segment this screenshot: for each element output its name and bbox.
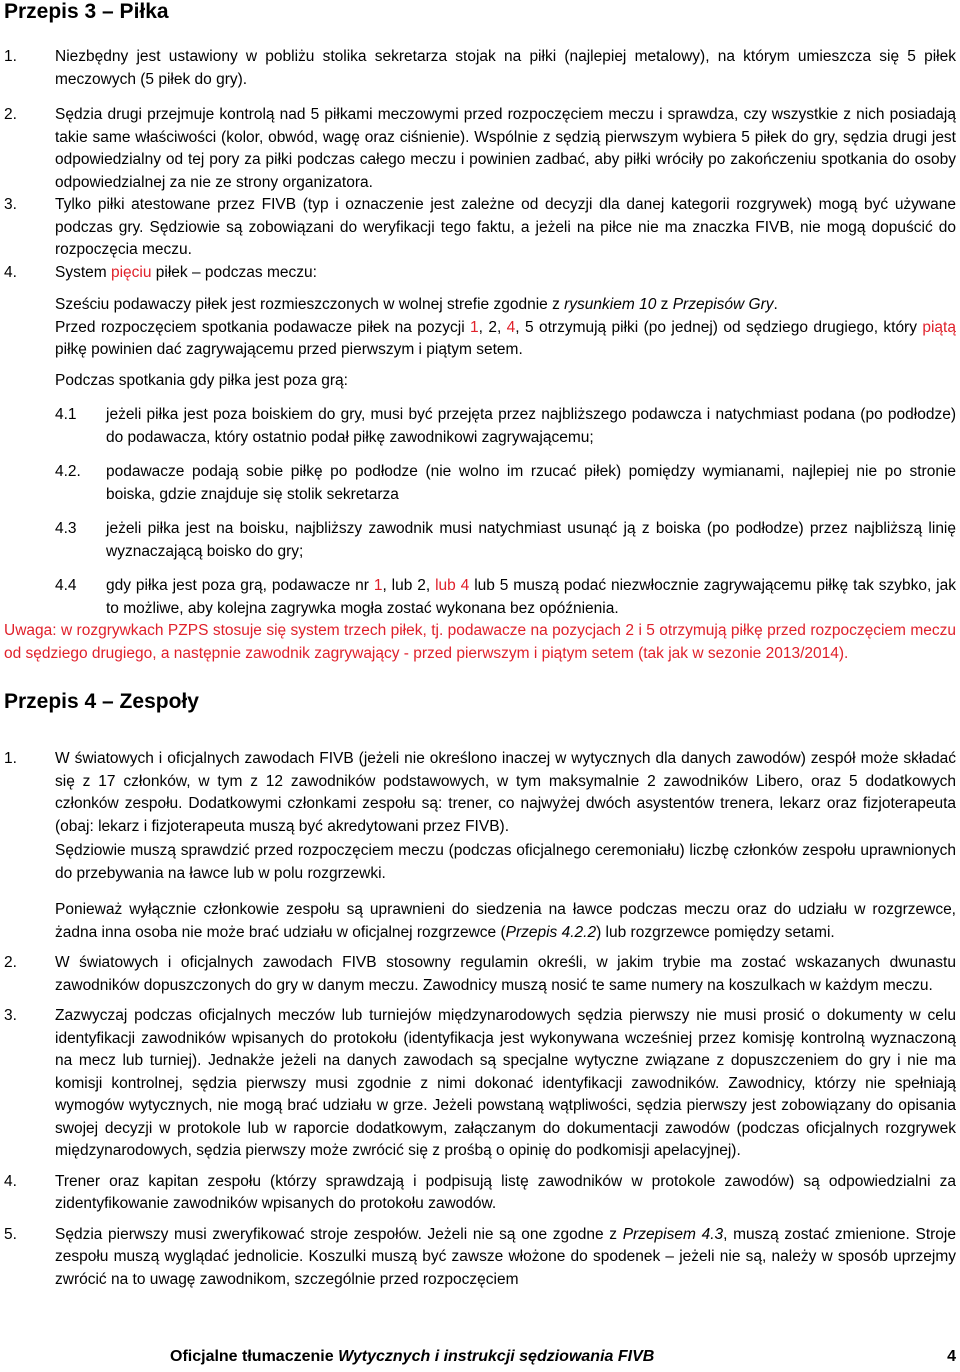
rule-3-item-3: 3. Tylko piłki atestowane przez FIVB (typ i oznaczenie jest zależne od decyzji dla danej kategorii rozgrywek) mogą być używane podczas gry. Sędziowie są zobowiązani do weryfikacji tego faktu, a jeżeli na piłce nie ma znaczka FIVB, nie mogą dopuścić do rozpoczęcia meczu. <box>4 196 956 258</box>
rule-3-paragraph: Sześciu podawaczy piłek jest rozmieszczonych w wolnej strefie zgodnie z rysunkiem 10 z Przepisów Gry. <box>55 296 778 313</box>
page-footer: Oficjalne tłumaczenie Wytycznych i instrukcji sędziowania FIVB 4 <box>170 1346 956 1368</box>
rule-3-subitem-4-2: 4.2. podawacze podają sobie piłkę po podłodze (nie wolno im rzucać piłek) pomiędzy wymianami, najlepiej nie po stronie boiska, gdzie znajduje się stolik sekretarza <box>55 463 956 503</box>
rule-4-paragraph: Sędziowie muszą sprawdzić przed rozpoczęciem meczu (podczas oficjalnego ceremoniału) liczbę członków zespołu uprawnionych do przebywania na ławce lub w polu rozgrzewki. <box>55 842 956 882</box>
rule-4-item-5: 5. Sędzia pierwszy musi zweryfikować stroje zespołów. Jeżeli nie są one zgodne z Przepisem 4.3, muszą zostać zmienione. Stroje zespołu muszą wyglądać jednolicie. Koszulki muszą być zawsze włożone do spodenek – jeżeli nie są, należy w sposób uprzejmy zwrócić na to uwagę zawodnikom, szczególnie przed rozpoczęciem <box>4 1225 956 1288</box>
section-rule-4 <box>4 690 956 1291</box>
rule-3-subitem-4-4: 4.4 gdy piłka jest poza grą, podawacze nr 1, lub 2, lub 4 lub 5 muszą podać niezwłocznie zagrywającemu piłkę tak szybko, jak to możliwe, aby kolejna zagrywka mogła zostać wykonana bez opóźnienia. <box>55 577 956 617</box>
rule-3-paragraph: Podczas spotkania gdy piłka jest poza grą: <box>55 371 348 389</box>
rule-3-paragraph: Przed rozpoczęciem spotkania podawacze piłek na pozycji 1, 2, 4, 5 otrzymują piłki (po jednej) od sędziego drugiego, który piątą piłkę powinien dać zagrywającemu przed pierwszym i piątym setem. <box>55 318 956 358</box>
rule-3-item-2: 2. Sędzia drugi przejmuje kontrolą nad 5 piłkami meczowymi przed rozpoczęciem meczu i sprawdza, czy wszystkie z nich posiadają takie same właściwości (kolor, obwód, wagę oraz ciśnienie). Wspólnie z sędzią pierwszym wybiera 5 piłek do gry, sędzia drugi jest odpowiedzialny od tej pory za piłki podczas całego meczu i powinien zadbać, aby piłki wróciły po zakończeniu spotkania do osoby odpowiedzialnej za nie ze strony organizatora. <box>4 106 956 191</box>
rule-3-subitem-4-3: 4.3 jeżeli piłka jest na boisku, najbliższy zawodnik musi natychmiast usunąć ją z boiska (po podłodze) przez najbliższą linię wyznaczającą boisko do gry; <box>55 520 956 560</box>
rule-4-item-2: 2. W światowych i oficjalnych zawodach FIVB stosowny regulamin określi, w jakim trybie ma zostać wskazanych dwunastu zawodników dopuszczonych do gry w danym meczu. Zawodnicy muszą nosić te same numery na koszulkach w każdym meczu. <box>4 954 956 994</box>
rule-4-item-3: 3. Zazwyczaj podczas oficjalnych meczów lub turniejów międzynarodowych sędzia pierwszy nie musi prosić o dokumenty w celu identyfikacji zawodników wpisanych do protokołu (identyfikacja jest wykonywana wcześniej przez komisję kontrolną wyznaczoną na mecz lub turniej). Jednakże jeżeli na danych zawodach są specjalne wytyczne związane z dopuszczeniem do gry i nie ma komisji kontrolnej, sędzia pierwszy musi zgodnie z nimi dokonać identyfikacji zawodników. Zawodnicy, którzy nie spełniają wymogów wytycznych, nie mogą brać udziału w grze. Jeżeli powstaną wątpliwości, sędzia pierwszy jest zobowiązany do opisania swojej decyzji w protokole lub w raporcie dodatkowym, załączanym do dokumentacji zawodów (podczas oficjalnych rozgrywek międzynarodowych, sędzia pierwszy może zwrócić się z prośbą o opinię do podkomisji apelacyjnej). <box>4 1007 956 1159</box>
section-rule-3 <box>4 0 956 665</box>
rule-3-item-4: 4. System pięciu piłek – podczas meczu: <box>4 263 317 281</box>
rule-3-subitem-4-1: 4.1 jeżeli piłka jest poza boiskiem do gry, musi być przejęta przez najbliższego podawcza i natychmiast podana (po podłodze) do podawacza, który ostatnio podał piłkę zawodnikowi zagrywającemu; <box>55 406 956 446</box>
section-3-title: Przepis 3 – Piłka <box>4 0 169 23</box>
rule-3-item-1: 1. Niezbędny jest ustawiony w pobliżu stolika sekretarza stojak na piłki (najlepiej metalowy), na którym umieszcza się 5 piłek meczowych (5 piłek do gry). <box>4 48 956 88</box>
section-4-title: Przepis 4 – Zespoły <box>4 690 199 713</box>
highlight-text: pięciu <box>110 263 152 281</box>
rule-4-paragraph: Ponieważ wyłącznie członkowie zespołu są uprawnieni do siedzenia na ławce podczas meczu oraz do udziału w rozgrzewce, żadna inna osoba nie może brać udziału w oficjalnej rozgrzewce (Przepis 4.2.2) lub rozgrzewce pomiędzy setami. <box>55 901 956 941</box>
page-number: 4 <box>947 1348 956 1365</box>
pzps-warning-note: Uwaga: w rozgrywkach PZPS stosuje się system trzech piłek, tj. podawacze na pozycjach 2 i 5 otrzymują piłkę przed rozpoczęciem meczu od sędziego drugiego, a następnie zawodnik zagrywający - przed pierwszym i piątym setem (tak jak w sezonie 2013/2014). <box>4 622 956 662</box>
rule-4-item-4: 4. Trener oraz kapitan zespołu (którzy sprawdzają i podpisują listę zawodników w protokole zawodów) są odpowiedzialni za zidentyfikowanie zawodników wpisanych do protokołu zawodów. <box>4 1172 956 1212</box>
rule-4-item-1: 1. W światowych i oficjalnych zawodach FIVB (jeżeli nie określono inaczej w wytycznych dla danych zawodów) zespół może składać się z 17 członków, w tym z 12 zawodników podstawowych, w tym maksymalnie 2 zawodników Libero, oraz 5 dodatkowych członków zespołu. Dodatkowymi członkami zespołu są: trener, co najwyżej dwóch asystentów trenera, lekarz oraz fizjoterapeuta (obaj: lekarz i fizjoterapeuta muszą być akredytowani przez FIVB). <box>4 750 956 835</box>
